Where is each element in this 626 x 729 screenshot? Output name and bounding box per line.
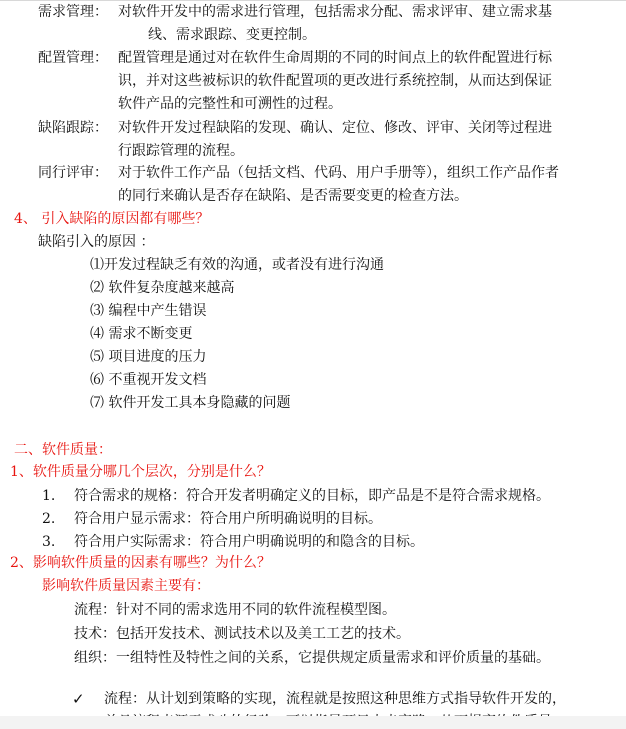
- cause-list-item: ⑶ 编程中产生错误: [90, 303, 207, 319]
- def-text-line: 行跟踪管理的流程。: [118, 143, 244, 159]
- page-bottom-overlay: [0, 716, 626, 729]
- section-2-heading: 二、软件质量：: [14, 442, 112, 458]
- level-number: 2.: [42, 511, 56, 527]
- def-term-configuration: 配置管理：: [38, 50, 108, 66]
- q2-intro: 影响软件质量因素主要有：: [42, 578, 210, 594]
- level-number: 3.: [42, 534, 56, 550]
- page-top-divider: [0, 0, 626, 1]
- q2-heading: 2、影响软件质量的因素有哪些？为什么？: [10, 555, 271, 571]
- cause-list-item: ⑹ 不重视开发文档: [90, 372, 207, 388]
- def-text-line: 配置管理是通过对在软件生命周期的不同的时间点上的软件配置进行标: [118, 50, 552, 66]
- q4-heading: 4、 引入缺陷的原因都有哪些？: [14, 211, 210, 227]
- factor-item: 技术：包括开发技术、测试技术以及美工工艺的技术。: [74, 626, 410, 642]
- def-text-line: 对软件开发中的需求进行管理，包括需求分配、需求评审、建立需求基: [118, 4, 552, 20]
- cause-list-item: ⑵ 软件复杂度越来越高: [90, 280, 235, 296]
- cause-list-item: ⑸ 项目进度的压力: [90, 349, 207, 365]
- def-text-line: 的同行来确认是否存在缺陷、是否需要变更的检查方法。: [118, 188, 468, 204]
- q1-heading: 1、软件质量分哪几个层次，分别是什么？: [10, 464, 271, 480]
- factor-item: 流程：针对不同的需求选用不同的软件流程模型图。: [74, 602, 396, 618]
- q4-intro: 缺陷引入的原因 ：: [38, 234, 155, 250]
- def-term-defect-tracking: 缺陷跟踪：: [38, 120, 108, 136]
- checkmark-icon: ✓: [72, 690, 85, 708]
- def-text-line: 线、需求跟踪、变更控制。: [148, 27, 316, 43]
- def-text-line: 软件产品的完整性和可溯性的过程。: [118, 96, 342, 112]
- factor-item: 组织：一组特性及特性之间的关系，它提供规定质量需求和评价质量的基础。: [74, 650, 550, 666]
- def-term-requirements: 需求管理：: [38, 4, 108, 20]
- check-paragraph-line: 流程：从计划到策略的实现，流程就是按照这种思维方式指导软件开发的，: [104, 691, 566, 707]
- level-text: 符合需求的规格：符合开发者明确定义的目标，即产品是不是符合需求规格。: [74, 488, 550, 504]
- cause-list-item: ⑺ 软件开发工具本身隐藏的问题: [90, 395, 291, 411]
- cause-list-item: ⑷ 需求不断变更: [90, 326, 193, 342]
- def-text-line: 对于软件工作产品（包括文档、代码、用户手册等），组织工作产品作者: [118, 165, 559, 181]
- level-number: 1.: [42, 488, 56, 504]
- def-term-peer-review: 同行评审：: [38, 165, 108, 181]
- cause-list-item: ⑴开发过程缺乏有效的沟通，或者没有进行沟通: [90, 257, 384, 273]
- def-text-line: 对软件开发过程缺陷的发现、确认、定位、修改、评审、关闭等过程进: [118, 120, 552, 136]
- def-text-line: 识，并对这些被标识的软件配置项的更改进行系统控制，从而达到保证: [118, 73, 552, 89]
- level-text: 符合用户显示需求：符合用户所明确说明的目标。: [74, 511, 382, 527]
- level-text: 符合用户实际需求：符合用户明确说明的和隐含的目标。: [74, 534, 424, 550]
